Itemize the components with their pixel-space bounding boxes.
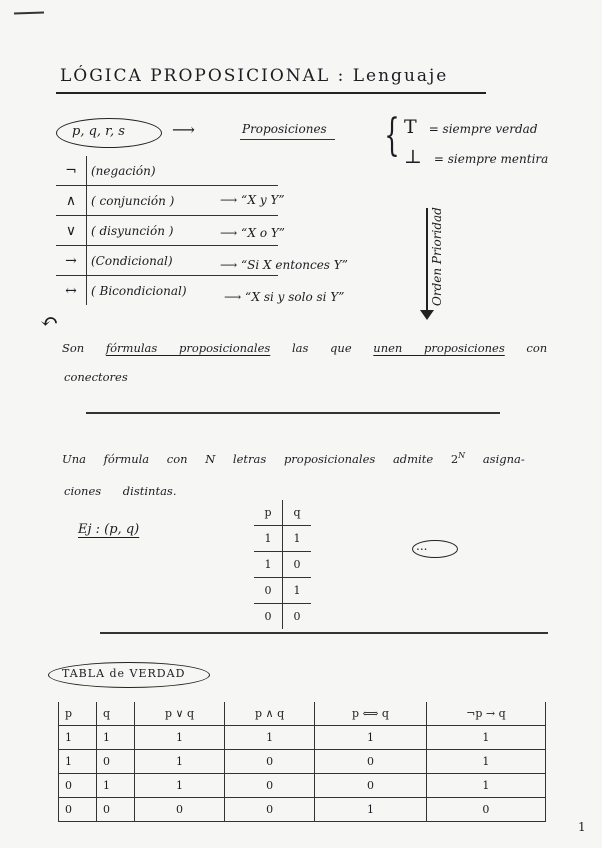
priority-order-label: Orden Prioridad: [430, 207, 444, 306]
connective-name: ( disyunción ): [87, 216, 279, 246]
priority-arrow-line: [426, 208, 428, 316]
term-formulas-proposicionales: fórmulas proposicionales: [105, 341, 271, 355]
connective-row: [56, 156, 278, 186]
connective-name: ( conjunción ): [87, 186, 279, 216]
n-letters-line2: ciones distintas.: [64, 484, 177, 498]
table-header: p: [254, 500, 283, 526]
table-cell: 1: [59, 726, 97, 750]
truth-table: [58, 702, 546, 822]
table-cell: 1: [135, 774, 225, 798]
true-symbol: T: [404, 116, 417, 138]
table-cell: 0: [225, 774, 315, 798]
table-cell: 1: [426, 774, 545, 798]
table-header: p ∧ q: [225, 702, 315, 726]
table-cell: 1: [59, 750, 97, 774]
table-cell: 0: [283, 552, 312, 578]
table-cell: 1: [135, 726, 225, 750]
connective-symbol: ∨: [56, 216, 87, 246]
connective-name: (Condicional): [87, 246, 279, 276]
table-row: [254, 578, 311, 604]
connective-symbol: ↔: [56, 276, 87, 306]
truth-table-label: TABLA de VERDAD: [62, 667, 186, 680]
power-base: 2: [450, 451, 459, 466]
table-header: ¬p → q: [426, 702, 545, 726]
table-cell: 0: [135, 798, 225, 822]
table-header: p: [59, 702, 97, 726]
table-cell: 0: [315, 750, 427, 774]
table-row: [59, 798, 546, 822]
example-truth-table: [254, 500, 311, 629]
power-exponent: N: [458, 451, 466, 460]
table-cell: 1: [225, 726, 315, 750]
sentence-word: con: [526, 341, 548, 355]
title-underline: [56, 92, 486, 94]
formula-definition-line2: conectores: [64, 370, 128, 384]
table-row: [254, 552, 311, 578]
connective-symbol: ¬: [56, 156, 87, 186]
table-cell: 1: [283, 526, 312, 552]
priority-arrowhead: [420, 310, 434, 320]
formula-definition-line1: [62, 341, 547, 355]
table-cell: 1: [315, 726, 427, 750]
propositions-label: Proposiciones: [242, 122, 327, 136]
table-cell: 0: [225, 750, 315, 774]
table-cell: 0: [315, 774, 427, 798]
corner-pen-mark: [14, 11, 44, 14]
table-row: [254, 526, 311, 552]
table-row: [59, 726, 546, 750]
table-row: [59, 774, 546, 798]
table-header: p ⟺ q: [315, 702, 427, 726]
table-cell: 1: [135, 750, 225, 774]
term-unen-proposiciones: unen proposiciones: [373, 341, 505, 355]
page-number: 1: [578, 820, 586, 834]
table-row: [59, 750, 546, 774]
table-cell: 1: [426, 726, 545, 750]
table-cell: 0: [97, 798, 135, 822]
connective-name: ( Bicondicional): [91, 283, 187, 298]
table-header: q: [97, 702, 135, 726]
table-header: p ∨ q: [135, 702, 225, 726]
page-title: LÓGICA PROPOSICIONAL : Lenguaje: [60, 66, 449, 86]
meaning-conjunction: ⟶ “X y Y”: [220, 193, 285, 207]
table-cell: 0: [254, 604, 283, 630]
meaning-disjunction: ⟶ “X o Y”: [220, 226, 285, 240]
table-cell: 1: [426, 750, 545, 774]
table-cell: 0: [293, 610, 301, 623]
table-cell: 1: [254, 526, 283, 552]
table-cell: 0: [426, 798, 545, 822]
variables-list: p, q, r, s: [72, 124, 125, 139]
table-header: q: [283, 500, 312, 526]
meaning-conditional: ⟶ “Si X entonces Y”: [220, 258, 348, 272]
propositions-underline: [240, 139, 335, 140]
truth-constant-false: [404, 146, 548, 168]
arrow-to-propositions: ⟶: [172, 120, 195, 139]
section-divider: [86, 412, 500, 414]
n-letters-tail: asigna-: [482, 451, 525, 466]
table-cell: 0: [97, 750, 135, 774]
connective-name: (negación): [87, 156, 279, 186]
table-row: [254, 500, 311, 526]
table-row: [254, 604, 311, 630]
table-cell: 0: [59, 774, 97, 798]
table-cell: 1: [97, 774, 135, 798]
connective-symbol: →: [56, 246, 87, 276]
table-cell: 0: [225, 798, 315, 822]
table-cell: 0: [59, 798, 97, 822]
n-letters-text: Una fórmula con N letras proposicionales admite: [62, 451, 434, 466]
n-letters-line1: [62, 451, 525, 466]
truth-constant-true: [404, 116, 538, 138]
table-row: [59, 702, 546, 726]
curved-arrow-mark: ↶: [40, 310, 59, 335]
section-divider: [100, 632, 548, 634]
curly-brace: {: [384, 110, 400, 161]
meaning-biconditional: ⟶ “X si y solo si Y”: [224, 290, 345, 304]
true-meaning: = siempre verdad: [428, 122, 538, 136]
sentence-word: Son: [62, 341, 85, 355]
connective-symbol: ∧: [56, 186, 87, 216]
table-cell: 1: [283, 578, 312, 604]
false-meaning: = siempre mentira: [433, 152, 549, 166]
table-cell: 1: [254, 552, 283, 578]
sentence-word: las que: [291, 341, 352, 355]
ellipsis-note: ...: [416, 539, 428, 553]
table-cell: 0: [254, 578, 283, 604]
example-label: Ej : (p, q): [78, 522, 140, 537]
false-symbol: ⊥: [404, 146, 422, 168]
table-cell: 1: [97, 726, 135, 750]
table-cell: 1: [315, 798, 427, 822]
